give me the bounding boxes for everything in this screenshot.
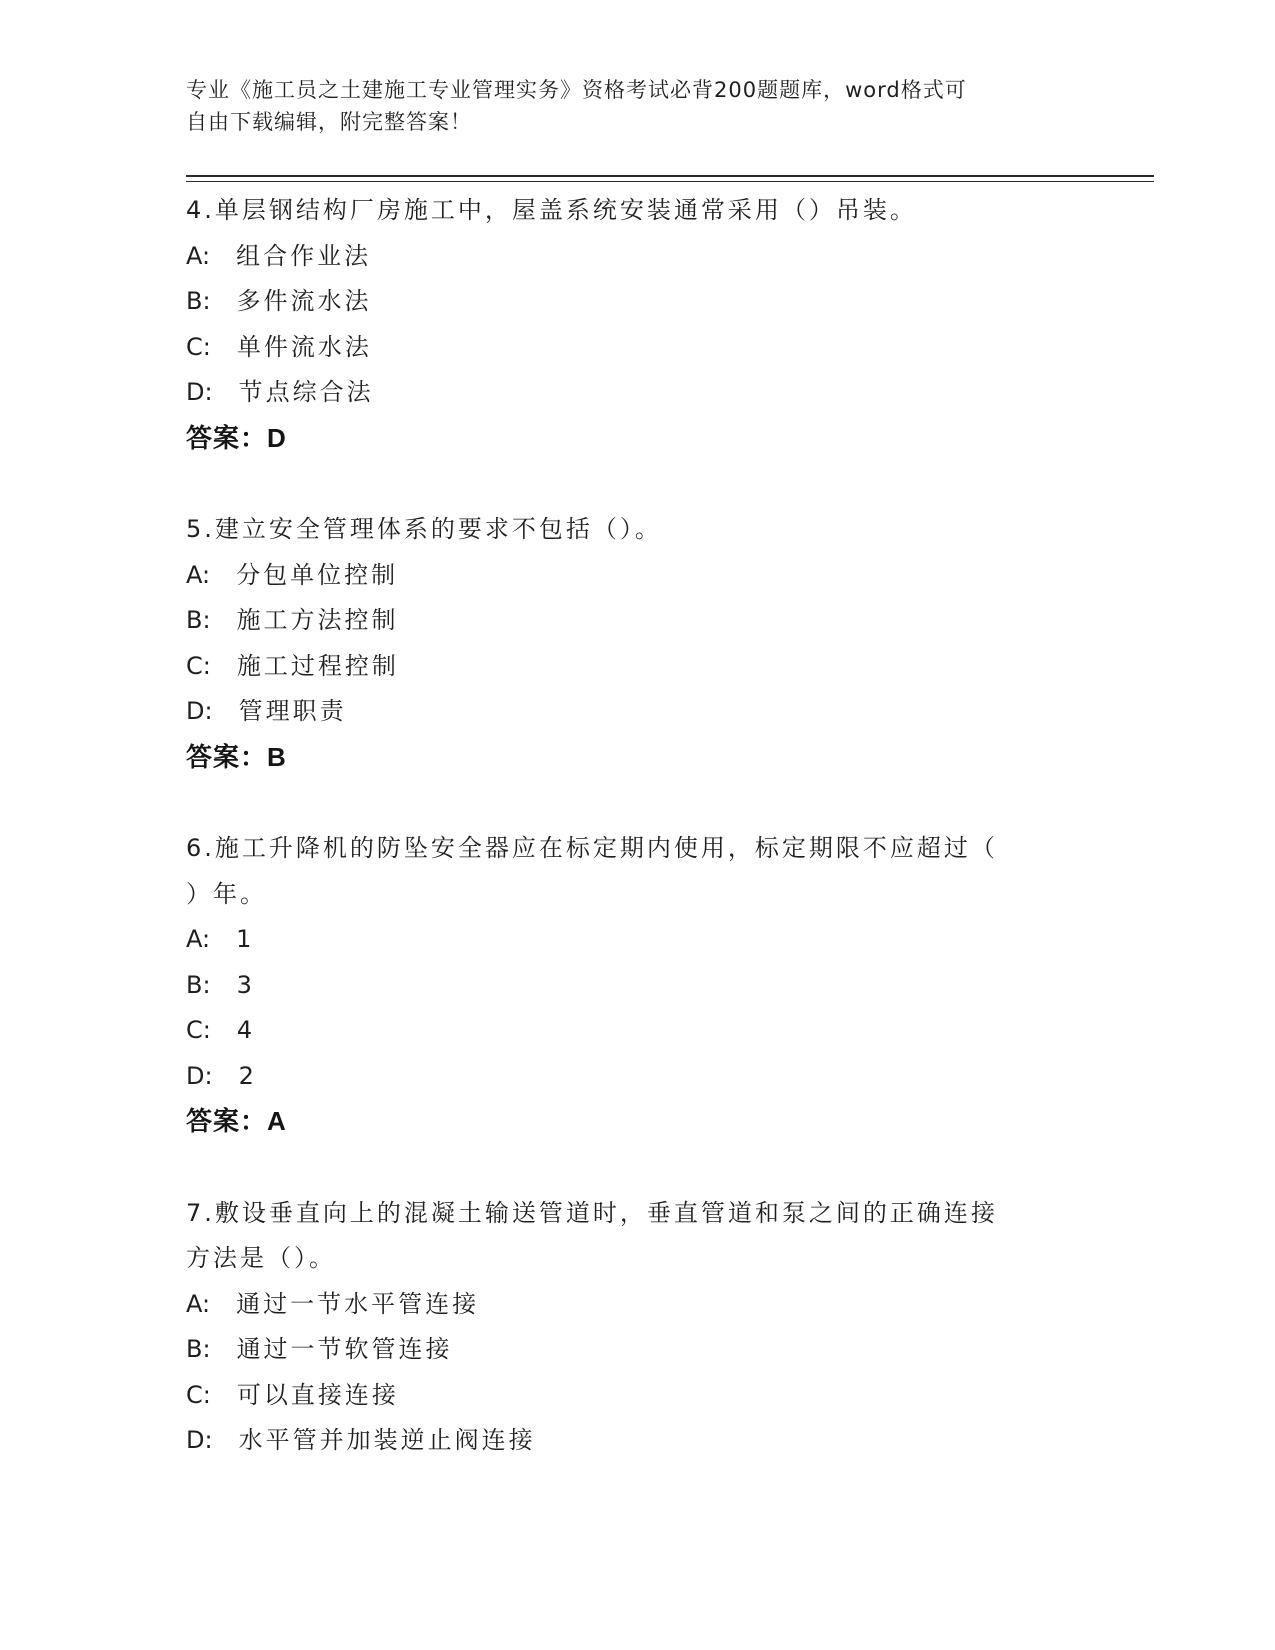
option-text: 多件流水法 [236, 287, 372, 315]
answer-option [186, 917, 1066, 963]
option-letter: D: [186, 697, 213, 725]
option-letter: B: [186, 1335, 211, 1363]
question-item [186, 1191, 1066, 1464]
question-stem: 6.施工升降机的防坠安全器应在标定期内使用，标定期限不应超过（ [186, 834, 998, 862]
option-letter: B: [186, 970, 211, 999]
option-letter: D: [186, 1426, 213, 1454]
answer-option [186, 1054, 1066, 1100]
question-item [186, 826, 1066, 1145]
answer-key: 答案：D [186, 422, 287, 453]
option-letter: B: [186, 287, 211, 315]
option-letter: C: [186, 651, 211, 680]
answer-key: 答案：B [186, 741, 287, 772]
option-text: 节点综合法 [238, 378, 374, 406]
answer-option [186, 1418, 1066, 1464]
option-letter: A: [186, 925, 211, 953]
option-text: 组合作业法 [236, 241, 372, 270]
header-divider-thin [186, 181, 1154, 182]
option-text: 分包单位控制 [236, 560, 399, 589]
header-divider [186, 175, 1154, 177]
header-line-2: 自由下载编辑，附完整答案！ [186, 110, 472, 134]
question-item [186, 188, 1066, 461]
option-text: 通过一节软管连接 [236, 1335, 453, 1363]
option-letter: C: [186, 1016, 211, 1044]
answer-option [186, 689, 1066, 735]
option-letter: D: [186, 1061, 213, 1090]
answer-option [186, 234, 1066, 280]
answer-option [186, 370, 1066, 416]
answer-option [186, 1008, 1066, 1054]
option-letter: C: [186, 1380, 211, 1409]
answer-option [186, 553, 1066, 599]
answer-option [186, 1373, 1066, 1419]
option-letter: C: [186, 332, 211, 361]
answer-option [186, 598, 1066, 644]
option-text: 4 [236, 1016, 256, 1044]
answer-option [186, 963, 1066, 1009]
option-text: 可以直接连接 [236, 1380, 399, 1409]
option-text: 2 [238, 1061, 257, 1090]
option-text: 施工过程控制 [236, 651, 399, 680]
question-stem: 5.建立安全管理体系的要求不包括（）。 [186, 515, 662, 543]
option-letter: D: [186, 378, 213, 406]
question-item [186, 507, 1066, 780]
header-line-1: 专业《施工员之土建施工专业管理实务》资格考试必背200题题库，word格式可 [186, 78, 967, 102]
answer-option [186, 644, 1066, 690]
option-letter: A: [186, 1289, 211, 1318]
option-text: 1 [236, 925, 255, 953]
question-stem: 7.敷设垂直向上的混凝土输送管道时，垂直管道和泵之间的正确连接 [186, 1198, 998, 1227]
question-stem: 4.单层钢结构厂房施工中，屋盖系统安装通常采用（）吊装。 [186, 196, 917, 224]
question-stem: ）年。 [186, 879, 267, 908]
option-text: 水平管并加装逆止阀连接 [238, 1426, 536, 1454]
option-text: 管理职责 [238, 697, 347, 725]
option-text: 施工方法控制 [236, 606, 399, 634]
question-stem: 方法是（）。 [186, 1244, 336, 1272]
answer-option [186, 325, 1066, 371]
document-header [186, 74, 1066, 138]
option-text: 单件流水法 [236, 332, 372, 361]
answer-option [186, 1327, 1066, 1373]
option-letter: A: [186, 241, 211, 270]
question-list [186, 188, 1066, 1464]
option-text: 通过一节水平管连接 [236, 1289, 480, 1318]
answer-option [186, 1282, 1066, 1328]
option-letter: A: [186, 560, 211, 589]
answer-key: 答案：A [186, 1106, 287, 1136]
answer-option [186, 279, 1066, 325]
option-letter: B: [186, 606, 211, 634]
option-text: 3 [236, 970, 255, 999]
